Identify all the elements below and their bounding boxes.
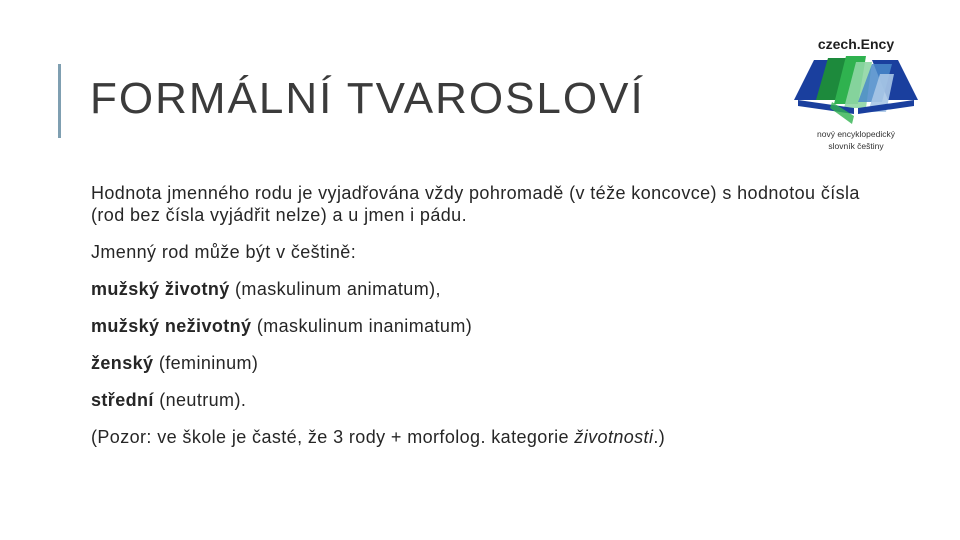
book-icon — [794, 56, 918, 128]
logo-tagline-line1: nový encyklopedický — [817, 129, 895, 139]
title-accent-bar — [58, 64, 61, 138]
slide-body — [91, 182, 881, 463]
gender-latin: (maskulinum animatum), — [229, 279, 441, 299]
gender-term: mužský neživotný — [91, 316, 252, 336]
czechency-logo — [790, 34, 922, 158]
paragraph-intro: Hodnota jmenného rodu je vyjadřována vždy pohromadě (v téže koncovce) s hodnotou čísla (rod bez čísla vyjádřit nelze) a u jmen i pádu. — [91, 183, 860, 225]
gender-latin: (maskulinum inanimatum) — [251, 316, 473, 336]
note-prefix: (Pozor: ve škole je časté, že 3 rody + morfolog. kategorie — [91, 427, 575, 447]
paragraph-gender-lead: Jmenný rod může být v češtině: — [91, 242, 357, 262]
gender-item — [91, 389, 881, 411]
logo-name: czech.Ency — [817, 36, 895, 52]
gender-latin: (femininum) — [153, 353, 259, 373]
gender-latin: (neutrum). — [153, 390, 247, 410]
note-italic: životnosti — [574, 427, 654, 447]
note-paragraph — [91, 426, 881, 448]
gender-item — [91, 352, 881, 374]
logo-tagline-line2: slovník češtiny — [828, 141, 884, 151]
gender-item — [91, 315, 881, 337]
gender-term: mužský životný — [91, 279, 230, 299]
slide-title: FORMÁLNÍ TVAROSLOVÍ — [90, 74, 645, 123]
gender-item — [91, 278, 881, 300]
gender-term: střední — [91, 390, 154, 410]
note-suffix: .) — [653, 427, 666, 447]
gender-term: ženský — [91, 353, 154, 373]
logo-tagline — [790, 128, 922, 152]
